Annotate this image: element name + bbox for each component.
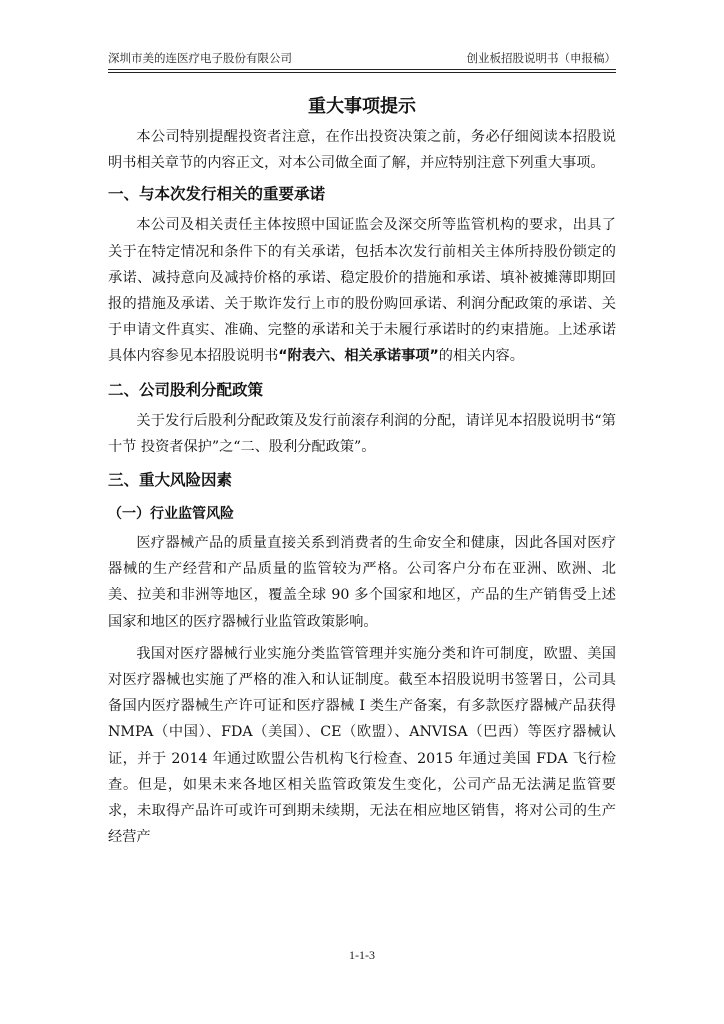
- page-header: [108, 50, 616, 70]
- page-content: [108, 92, 616, 850]
- commitments-text: 本公司及相关责任主体按照中国证监会及深交所等监管机构的要求，出具了关于在特定情况和条件下的有关承诺，包括本次发行前相关主体所持股份锁定的承诺、减持意向及减持价格的承诺、稳定股价的措施和承诺、填补被摊薄即期回报的措施及承诺、关于欺诈发行上市的股份购回承诺、利润分配政策的承诺、关于申请文件真实、准确、完整的承诺和关于未履行承诺时的约束措施。上述承诺具体内容参见本招股说明书: [108, 217, 616, 365]
- commitments-text-end: 的相关内容。: [438, 348, 524, 365]
- regulatory-risk-paragraph-1: 医疗器械产品的质量直接关系到消费者的生命安全和健康，因此各国对医疗器械的生产经营和产品质量的监管较为严格。公司客户分布在亚洲、欧洲、北美、拉美和非洲等地区，覆盖全球 90 多个国家和地区，产品的生产销售受上述国家和地区的医疗器械行业监管政策影响。: [108, 535, 616, 630]
- section-heading-risk-factors: 三、重大风险因素: [108, 471, 233, 490]
- page-number: 1-1-3: [349, 948, 375, 962]
- header-company-name: 深圳市美的连医疗电子股份有限公司: [108, 51, 292, 65]
- commitments-appendix-reference: “附表六、相关承诺事项”: [278, 348, 439, 365]
- page-title: 重大事项提示: [308, 96, 416, 117]
- header-document-type: 创业板招股说明书（申报稿）: [466, 51, 616, 65]
- section-heading-commitments: 一、与本次发行相关的重要承诺: [108, 185, 326, 204]
- subsection-heading-regulatory-risk: （一）行业监管风险: [108, 506, 234, 523]
- intro-paragraph: 本公司特别提醒投资者注意，在作出投资决策之前，务必仔细阅读本招股说明书相关章节的内容正文，对本公司做全面了解，并应特别注意下列重大事项。: [108, 129, 616, 172]
- regulatory-risk-paragraph-2: 我国对医疗器械行业实施分类监管管理并实施分类和许可制度，欧盟、美国对医疗器械也实施了严格的准入和认证制度。截至本招股说明书签署日，公司具备国内医疗器械生产许可证和医疗器械 I 类生产备案，有多款医疗器械产品获得 NMPA（中国）、FDA（美国）、CE（欧盟）、ANVISA（巴西）等医疗器械认证，并于 2014 年通过欧盟公告机构飞行检查、2015 年通过美国 FDA 飞行检查。但是，如果未来各地区相关监管政策发生变化，公司产品无法满足监管要求，未取得产品许可或许可到期未续期，无法在相应地区销售，将对公司的生产经营产: [108, 645, 616, 846]
- dividend-policy-paragraph: 关于发行后股利分配政策及发行前滚存利润的分配，请详见本招股说明书“第十节 投资者保护”之“二、股利分配政策”。: [108, 412, 616, 455]
- commitments-paragraph: [108, 212, 616, 369]
- section-heading-dividend-policy: 二、公司股利分配政策: [108, 380, 264, 399]
